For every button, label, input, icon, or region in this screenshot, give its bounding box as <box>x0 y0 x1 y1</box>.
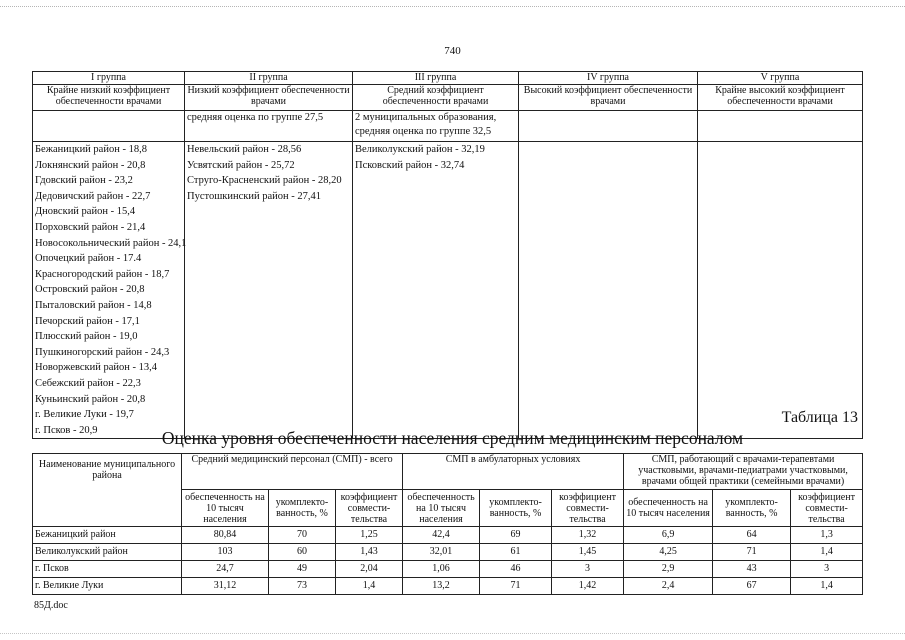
group-description: Крайне низкий коэффициент обеспеченности врачами <box>33 85 185 111</box>
table-cell: 1,43 <box>336 544 403 561</box>
table-cell: 46 <box>480 561 552 578</box>
table-cell: 1,4 <box>336 578 403 595</box>
table-cell: 67 <box>713 578 791 595</box>
group-summary: средняя оценка по группе 27,5 <box>185 111 353 142</box>
table-cell: 1,45 <box>552 544 624 561</box>
group-name: IV группа <box>519 72 698 85</box>
table-row <box>33 578 863 595</box>
table-row <box>33 561 863 578</box>
column-header: коэффициент совмести-тельства <box>336 490 403 527</box>
column-header: обеспеченность на 10 тысяч населения <box>624 490 713 527</box>
district-name: г. Псков <box>33 561 182 578</box>
file-name-footer: 85Д.doc <box>34 600 68 611</box>
table-number: Таблица 13 <box>781 409 858 426</box>
column-group-header: Средний медицинский персонал (СМП) - всего <box>182 454 403 490</box>
table-cell: 32,01 <box>403 544 480 561</box>
group-summary: 2 муниципальных образования, средняя оценка по группе 32,5 <box>353 111 519 142</box>
district-item: Дновский район - 15,4 <box>35 206 136 218</box>
district-item: Усвятский район - 25,72 <box>187 159 295 171</box>
district-item: Гдовский район - 23,2 <box>35 175 133 187</box>
doctor-groups-table <box>32 71 863 439</box>
table-cell: 43 <box>713 561 791 578</box>
table-cell: 1,4 <box>791 544 863 561</box>
table-cell: 69 <box>480 527 552 544</box>
group-description: Крайне высокий коэффициент обеспеченности врачами <box>698 85 863 111</box>
district-item: Бежаницкий район - 18,8 <box>35 144 147 155</box>
table-cell: 3 <box>552 561 624 578</box>
table-cell: 2,04 <box>336 561 403 578</box>
district-item: Пыталовский район - 14,8 <box>35 299 152 311</box>
table-cell: 31,12 <box>182 578 269 595</box>
table-cell: 1,32 <box>552 527 624 544</box>
group-5-districts <box>698 142 863 439</box>
table-cell: 60 <box>269 544 336 561</box>
column-header: укомплекто-ванность, % <box>269 490 336 527</box>
column-header: обеспеченность на 10 тысяч населения <box>182 490 269 527</box>
group-summary <box>698 111 863 142</box>
nursing-staff-table <box>32 453 863 595</box>
page-number: 740 <box>444 45 461 57</box>
table-cell: 80,84 <box>182 527 269 544</box>
district-item: Пушкиногорский район - 24,3 <box>35 346 170 358</box>
group-description: Высокий коэффициент обеспеченности врачами <box>519 85 698 111</box>
group-name: II группа <box>185 72 353 85</box>
scan-top-edge <box>0 6 905 7</box>
table-cell: 70 <box>269 527 336 544</box>
district-item: Новоржевский район - 13,4 <box>35 362 158 374</box>
table-cell: 24,7 <box>182 561 269 578</box>
scan-bottom-edge <box>0 633 905 634</box>
table-cell: 73 <box>269 578 336 595</box>
district-item: Струго-Красненский район - 28,20 <box>187 175 342 187</box>
district-item: Себежский район - 22,3 <box>35 377 141 389</box>
group-4-districts <box>519 142 698 439</box>
table-cell: 6,9 <box>624 527 713 544</box>
district-item: Пустошкинский район - 27,41 <box>187 191 322 203</box>
table-cell: 2,4 <box>624 578 713 595</box>
table-cell: 71 <box>480 578 552 595</box>
table-cell: 64 <box>713 527 791 544</box>
table-cell: 1,06 <box>403 561 480 578</box>
group-name: I группа <box>33 72 185 85</box>
district-item: Порховский район - 21,4 <box>35 221 146 233</box>
column-header: обеспеченность на 10 тысяч населения <box>403 490 480 527</box>
table-row <box>33 527 863 544</box>
group-description: Низкий коэффициент обеспеченности врачами <box>185 85 353 111</box>
group-name: V группа <box>698 72 863 85</box>
table-cell: 42,4 <box>403 527 480 544</box>
column-header-district: Наименование муниципального района <box>33 454 182 527</box>
district-name: г. Великие Луки <box>33 578 182 595</box>
group-3-districts <box>353 142 519 439</box>
header-row-groups <box>33 454 863 490</box>
column-group-header: СМП, работающий с врачами-терапевтами участковыми, врачами-педиатрами участковыми, врачами общей практики (семейными врачами) <box>624 454 863 490</box>
group-name: III группа <box>353 72 519 85</box>
district-name: Великолукский район <box>33 544 182 561</box>
column-header: коэффициент совмести-тельства <box>791 490 863 527</box>
column-header: укомплекто-ванность, % <box>713 490 791 527</box>
group-1-districts <box>33 142 185 439</box>
group-description-row <box>33 85 863 111</box>
group-2-districts <box>185 142 353 439</box>
district-item: Куньинский район - 20,8 <box>35 393 146 405</box>
column-group-header: СМП в амбулаторных условиях <box>403 454 624 490</box>
table-cell: 3 <box>791 561 863 578</box>
district-item: Островский район - 20,8 <box>35 284 145 296</box>
group-description: Средний коэффициент обеспеченности врачами <box>353 85 519 111</box>
table-cell: 2,9 <box>624 561 713 578</box>
group-summary-row <box>33 111 863 142</box>
table-cell: 1,42 <box>552 578 624 595</box>
table-cell: 103 <box>182 544 269 561</box>
district-item: Красногородский район - 18,7 <box>35 268 170 280</box>
district-item: Плюсский район - 19,0 <box>35 331 138 343</box>
group-summary <box>519 111 698 142</box>
district-item: Великолукский район - 32,19 <box>355 144 485 155</box>
district-item: Невельский район - 28,56 <box>187 144 302 155</box>
district-item: Дедовичский район - 22,7 <box>35 190 151 202</box>
table-cell: 61 <box>480 544 552 561</box>
table-cell: 71 <box>713 544 791 561</box>
district-item: Опочецкий район - 17.4 <box>35 253 142 265</box>
table-cell: 4,25 <box>624 544 713 561</box>
table-cell: 1,25 <box>336 527 403 544</box>
district-item: г. Псков - 20,9 <box>35 424 98 436</box>
table-cell: 13,2 <box>403 578 480 595</box>
table-row <box>33 544 863 561</box>
table-cell: 1,4 <box>791 578 863 595</box>
column-header: коэффициент совмести-тельства <box>552 490 624 527</box>
group-summary <box>33 111 185 142</box>
table-cell: 49 <box>269 561 336 578</box>
district-item: Печорский район - 17,1 <box>35 315 140 327</box>
column-header: укомплекто-ванность, % <box>480 490 552 527</box>
group-district-list-row <box>33 142 863 439</box>
table-cell: 1,3 <box>791 527 863 544</box>
district-name: Бежаницкий район <box>33 527 182 544</box>
district-item: Локнянский район - 20,8 <box>35 159 146 171</box>
district-item: г. Великие Луки - 19,7 <box>35 409 134 421</box>
table-title: Оценка уровня обеспеченности населения средним медицинским персоналом <box>161 428 744 448</box>
district-item: Псковский район - 32,74 <box>355 159 465 171</box>
group-header-row <box>33 72 863 85</box>
district-item: Новосокольнический район - 24,1 <box>35 237 187 249</box>
